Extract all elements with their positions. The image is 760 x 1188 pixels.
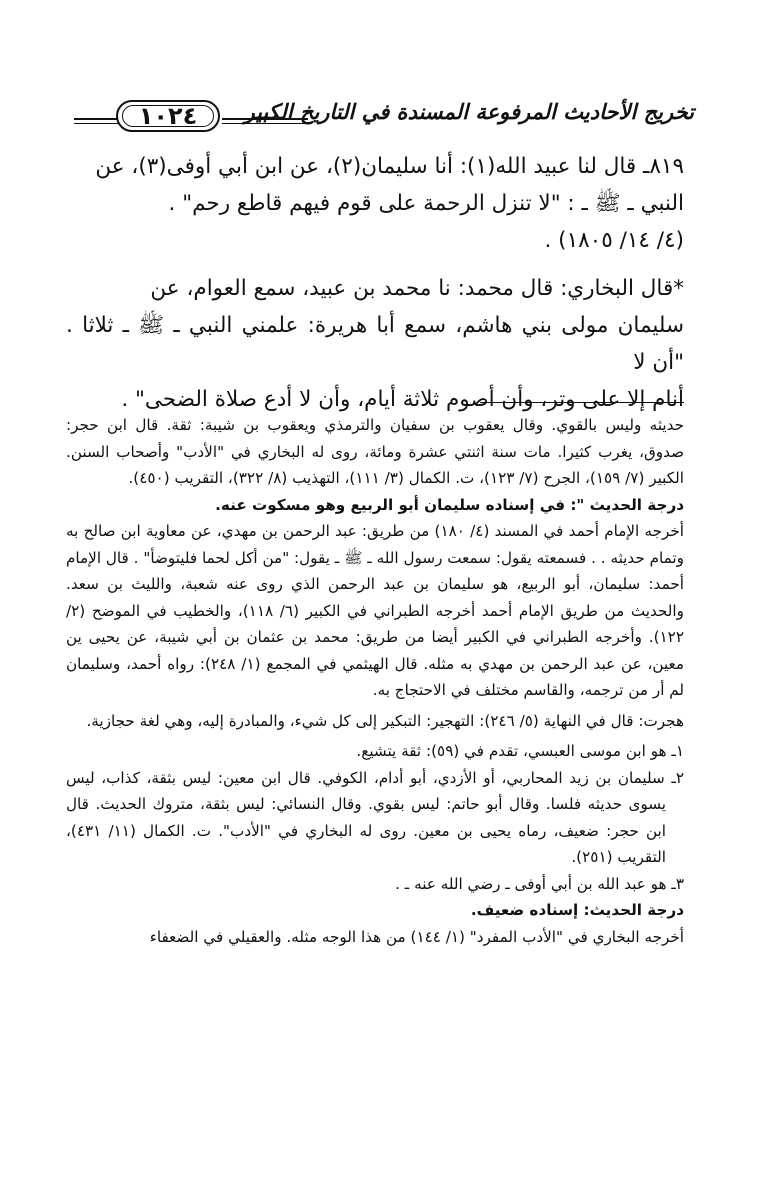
- bukhari-note: [66, 270, 684, 418]
- hadith-819-line: النبي ـ ﷺ ـ : "لا تنزل الرحمة على قوم فيهم قاطع رحم" .: [168, 191, 684, 216]
- hadith-819-line: ٨١٩ـ قال لنا عبيد الله(١): أنا سليمان(٢)، عن ابن أبي أوفى(٣)، عن: [95, 154, 684, 179]
- bukhari-note-line: سليمان مولى بني هاشم، سمع أبا هريرة: علمني النبي ـ ﷺ ـ ثلاثا . "أن لا: [66, 313, 684, 375]
- hadith-819: [66, 148, 684, 259]
- footnotes: [66, 412, 684, 950]
- footnote-2: ٢ـ سليمان بن زيد المحاربي، أو الأزدي، أبو أدام، الكوفي. قال ابن معين: ليس بثقة، كذاب، ليس يسوى حديثه فلسا. وقال أبو حاتم: ليس بقوي. وقال النسائي: ليس بثقة، متروك الحديث. قال ابن حجر: ضعيف، رماه يحيى بن معين. روى له البخاري في "الأدب". ت. الكمال (١١/ ٤٣١)، التقريب (٢٥١).: [66, 768, 684, 866]
- header-rule-left-thin: [74, 123, 118, 124]
- hadith-grade-heading: درجة الحديث ": في إسناده سليمان أبو الربيع وهو مسكوت عنه.: [215, 495, 684, 514]
- footnote-1: ١ـ هو ابن موسى العبسي، تقدم في (٥٩): ثقة يتشيع.: [356, 742, 684, 760]
- takhrij-paragraph-2: أخرجه البخاري في "الأدب المفرد" (١/ ١٤٤) من هذا الوجه مثله. والعقيلي في الضعفاء: [149, 927, 684, 946]
- bukhari-note-line: أنام إلا على وتر، وأن أصوم ثلاثة أيام، وأن لا أدع صلاة الضحى" .: [121, 387, 684, 412]
- footnote-3: ٣ـ هو عبد الله بن أبي أوفى ـ رضي الله عنه ـ .: [395, 874, 684, 893]
- footnote-intro: حديثه وليس بالقوي. وقال يعقوب بن سفيان والترمذي ويعقوب بن شيبة: ثقة. قال ابن حجر: صدوق، يغرب كثيرا. مات سنة اثنتي عشرة ومائة، روى له البخاري في "الأدب" وأصحاب السنن. الكبير (٧/ ١٥٩)، الجرح (٧/ ١٢٣)، ت. الكمال (٣/ ١١١)، التهذيب (٨/ ٣٢٢)، التقريب (٤٥٠).: [66, 416, 684, 487]
- takhrij-paragraph: أخرجه الإمام أحمد في المسند (٤/ ١٨٠) من طريق: عبد الرحمن بن مهدي، عن معاوية ابن صالح به وتمام حديثه . . فسمعته يقول: سمعت رسول الله ـ ﷺ ـ يقول: "من أكل لحما فليتوضأ" . قال الإمام أحمد: سليمان، أبو الربيع، هو سليمان بن عبد الرحمن الذي روى عنه شعبة، والليث بن سعد. والحديث من طريق الإمام أحمد أخرجه الطبراني في الكبير (٦/ ١١٨)، والخطيب في الموضح (٢/ ١٢٢). وأخرجه الطبراني في الكبير أيضا من طريق: محمد بن عثمان بن أبي شيبة، عن يحيى ين معين، عن عبد الرحمن بن مهدي به مثله. قال الهيثمي في المجمع (١/ ٢٤٨): رواه أحمد، وسليمان لم أر من ترجمه، والقاسم مختلف في الاحتجاج به.: [66, 522, 684, 699]
- hajarat-note: هجرت: قال في النهاية (٥/ ٢٤٦): التهجير: التبكير إلى كل شيء، والمبادرة إليه، وهي لغة حجازية.: [86, 711, 684, 730]
- book-title: تخريج الأحاديث المرفوعة المسندة في التاريخ الكبير: [244, 99, 694, 124]
- bukhari-note-line: *قال البخاري: قال محمد: نا محمد بن عبيد، سمع العوام، عن: [150, 276, 684, 301]
- page-header: [74, 98, 694, 142]
- footnote-divider: [480, 402, 684, 403]
- header-rule-left: [74, 118, 118, 120]
- hadith-819-line: (٤/ ١٤/ ١٨٠٥) .: [544, 228, 684, 253]
- page-number: ١٠٢٤: [116, 100, 220, 132]
- hadith-grade-heading-2: درجة الحديث: إسناده ضعيف.: [470, 901, 684, 919]
